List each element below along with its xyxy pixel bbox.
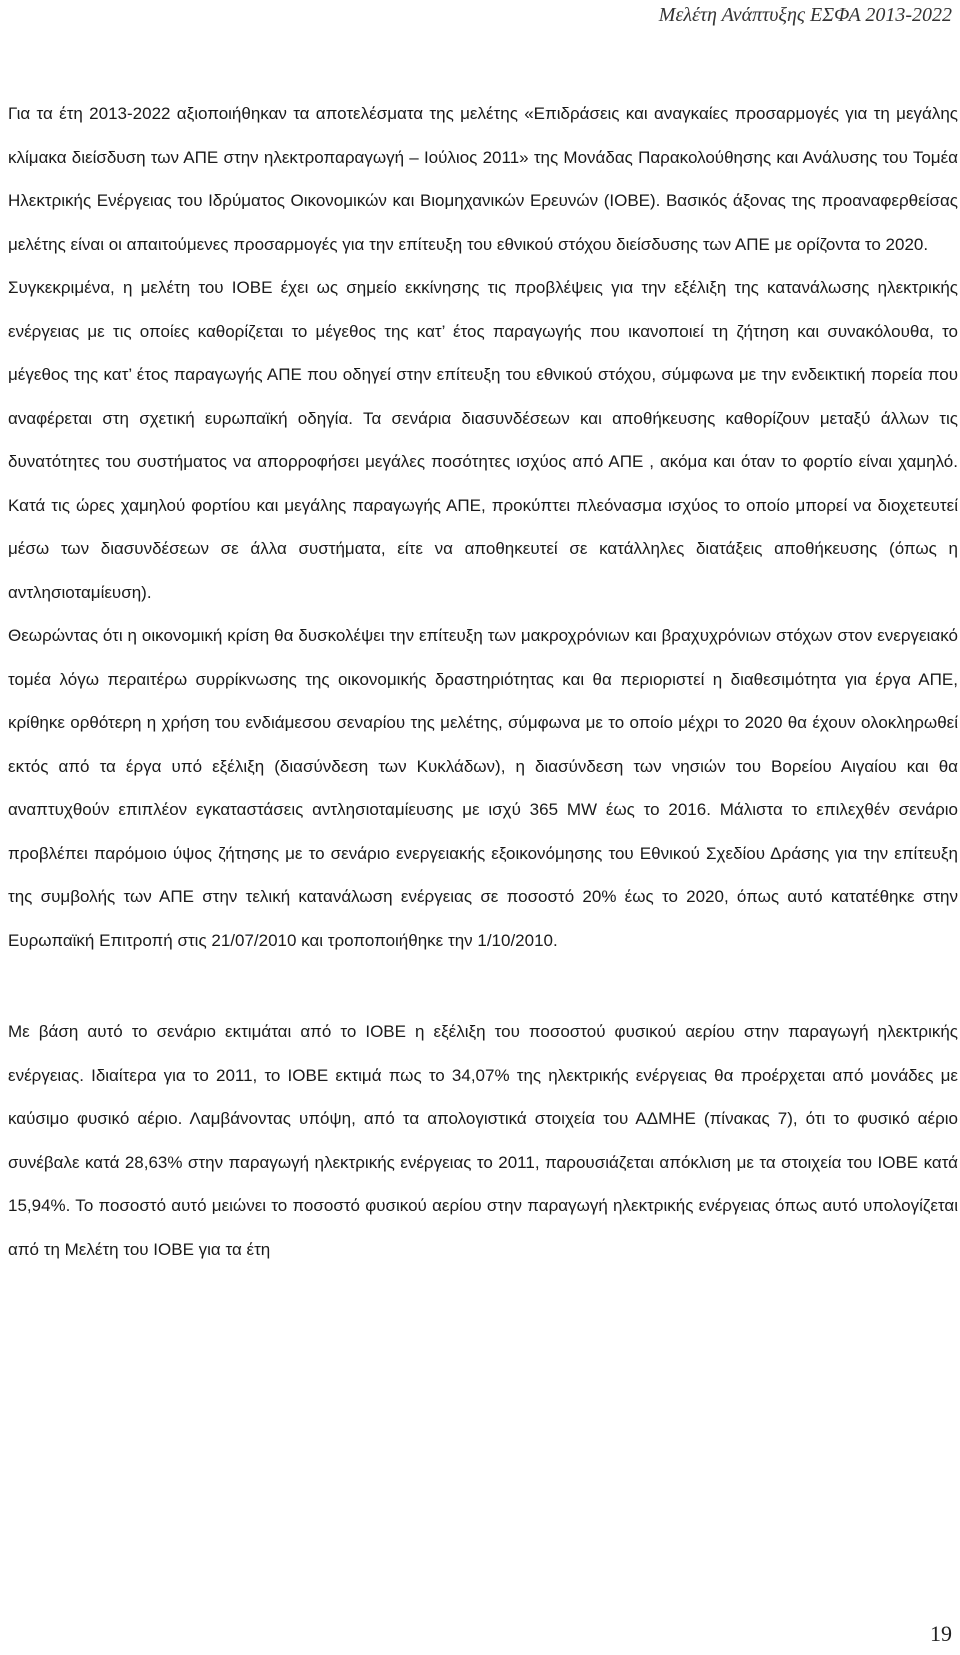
paragraph-4: Με βάση αυτό το σενάριο εκτιμάται από το ΙΟΒΕ η εξέλιξη του ποσοστού φυσικού αερίου στην παραγωγή ηλεκτρικής ενέργειας. Ιδιαίτερα για το 2011, το ΙΟΒΕ εκτιμά πως το 34,07% της ηλεκτρικής ενέργειας θα προέρχεται από μονάδες με καύσιμο φυσικό αέριο. Λαμβάνοντας υπόψη, από τα απολογιστικά στοιχεία του ΑΔΜΗΕ (πίνακας 7), ότι το φυσικό αέριο συνέβαλε κατά 28,63% στην παραγωγή ηλεκτρικής ενέργειας το 2011, παρουσιάζεται απόκλιση με τα στοιχεία του ΙΟΒΕ κατά 15,94%. Το ποσοστό αυτό μειώνει το ποσοστό φυσικού αερίου στην παραγωγή ηλεκτρικής ενέργειας όπως αυτό υπολογίζεται από τη Μελέτη του ΙΟΒΕ για τα έτη [8,1022,958,1259]
running-header: Μελέτη Ανάπτυξης ΕΣΦΑ 2013-2022 [658,4,952,26]
paragraph-3: Θεωρώντας ότι η οικονομική κρίση θα δυσκολέψει την επίτευξη των μακροχρόνιων και βραχυχρόνιων στόχων στον ενεργειακό τομέα λόγω περαιτέρω συρρίκνωσης της οικονομικής δραστηριότητας και θα περιοριστεί η διαθεσιμότητα για έργα ΑΠΕ, κρίθηκε ορθότερη η χρήση του ενδιάμεσου σεναρίου της μελέτης, σύμφωνα με το οποίο μέχρι το 2020 θα έχουν ολοκληρωθεί εκτός από τα έργα υπό εξέλιξη (διασύνδεση των Κυκλάδων), η διασύνδεση των νησιών του Βορείου Αιγαίου και θα αναπτυχθούν επιπλέον εγκαταστάσεις αντλησιοταμίευσης με ισχύ 365 MW έως το 2016. Μάλιστα το επιλεχθέν σενάριο προβλέπει παρόμοιο ύψος ζήτησης με το σενάριο ενεργειακής εξοικονόμησης του Εθνικού Σχεδίου Δράσης για την επίτευξη της συμβολής των ΑΠΕ στην τελική κατανάλωση ενέργειας σε ποσοστό 20% έως το 2020, όπως αυτό κατατέθηκε στην Ευρωπαϊκή Επιτροπή στις 21/07/2010 και τροποποιήθηκε την 1/10/2010. [8,626,958,950]
paragraph-2: Συγκεκριμένα, η μελέτη του ΙΟΒΕ έχει ως σημείο εκκίνησης τις προβλέψεις για την εξέλιξη της κατανάλωσης ηλεκτρικής ενέργειας με τις οποίες καθορίζεται το μέγεθος της κατ’ έτος παραγωγής που ικανοποιεί τη ζήτηση και συνακόλουθα, το μέγεθος της κατ’ έτος παραγωγής ΑΠΕ που οδηγεί στην επίτευξη του εθνικού στόχου, σύμφωνα με την ενδεικτική πορεία που αναφέρεται στη σχετική ευρωπαϊκή οδηγία. Τα σενάρια διασυνδέσεων και αποθήκευσης καθορίζουν μεταξύ άλλων τις δυνατότητες του συστήματος να απορροφήσει μεγάλες ποσότητες ισχύος από ΑΠΕ , ακόμα και όταν το φορτίο είναι χαμηλό. Κατά τις ώρες χαμηλού φορτίου και μεγάλης παραγωγής ΑΠΕ, προκύπτει πλεόνασμα ισχύος το οποίο μπορεί να διοχετευτεί μέσω των διασυνδέσεων σε άλλα συστήματα, είτε να αποθηκευτεί σε κατάλληλες διατάξεις αποθήκευσης (όπως η αντλησιοταμίευση). [8,278,958,602]
paragraph-1: Για τα έτη 2013-2022 αξιοποιήθηκαν τα αποτελέσματα της μελέτης «Επιδράσεις και αναγκαίες προσαρμογές για τη μεγάλης κλίμακα διείσδυση των ΑΠΕ στην ηλεκτροπαραγωγή – Ιούλιος 2011» της Μονάδας Παρακολούθησης και Ανάλυσης του Τομέα Ηλεκτρικής Ενέργειας του Ιδρύματος Οικονομικών και Βιομηχανικών Ερευνών (ΙΟΒΕ). Βασικός άξονας της προαναφερθείσας μελέτης είναι οι απαιτούμενες προσαρμογές για την επίτευξη του εθνικού στόχου διείσδυσης των ΑΠΕ με ορίζοντα το 2020. [8,104,958,254]
paragraph-spacer [8,962,958,1010]
document-body [8,92,958,1271]
page-number: 19 [930,1621,952,1646]
